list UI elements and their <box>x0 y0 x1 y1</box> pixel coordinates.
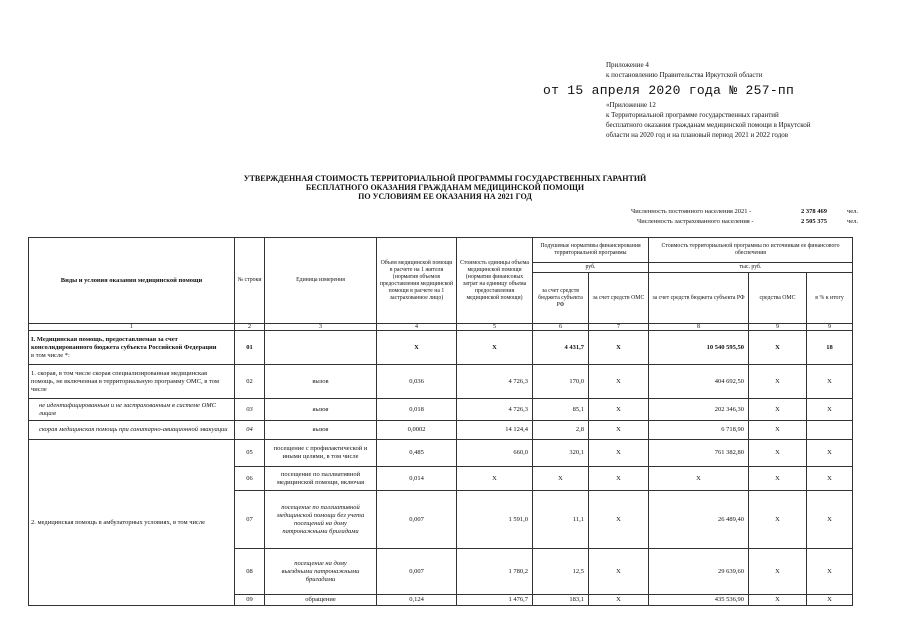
col-number: 5 <box>457 324 533 331</box>
row-cost-oms: X <box>749 595 807 606</box>
row-cost-percent: X <box>807 365 853 399</box>
table-row <box>29 440 853 467</box>
header-program-cost-group: Стоимость территориальной программы по источникам ее финансового обеспечения <box>649 238 853 263</box>
row-per-capita-oms: X <box>589 491 649 549</box>
row-cost-oms: X <box>749 365 807 399</box>
appendix-line-4: к Территориальной программе государственных гарантий <box>606 111 779 119</box>
row-unit: вызов <box>265 421 377 440</box>
population-permanent-unit: чел. <box>847 208 859 215</box>
col-number: 6 <box>533 324 589 331</box>
col-number: 4 <box>377 324 457 331</box>
row-per-capita-oms: X <box>589 421 649 440</box>
row-name-text: I. Медицинская помощь, предоставляемая за счет консолидированного бюджета субъекта Российской Федерации <box>31 335 217 351</box>
row-cost-budget: 761 382,80 <box>649 440 749 467</box>
row-cost-percent: 18 <box>807 331 853 365</box>
row-cost-budget: 26 489,40 <box>649 491 749 549</box>
row-number: 02 <box>235 365 265 399</box>
row-per-capita-budget: 85,1 <box>533 399 589 421</box>
row-per-capita-budget: 320,1 <box>533 440 589 467</box>
row-per-capita-budget: X <box>533 467 589 491</box>
row-number: 04 <box>235 421 265 440</box>
row-cost-percent: X <box>807 491 853 549</box>
row-unit: вызов <box>265 399 377 421</box>
row-cost-budget: 435 536,90 <box>649 595 749 606</box>
row-number: 08 <box>235 549 265 595</box>
row-cost-oms: X <box>749 467 807 491</box>
column-numbers-row <box>29 324 853 331</box>
row-cost-oms: X <box>749 440 807 467</box>
table-row <box>29 421 853 440</box>
col-number: 2 <box>235 324 265 331</box>
row-unit-cost: 4 726,3 <box>457 365 533 399</box>
row-cost-oms: X <box>749 399 807 421</box>
row-unit: посещение по паллиативной медицинской помощи, включая <box>265 467 377 491</box>
row-unit-cost: X <box>457 331 533 365</box>
title-line-1: УТВЕРЖДЕННАЯ СТОИМОСТЬ ТЕРРИТОРИАЛЬНОЙ ПРОГРАММЫ ГОСУДАРСТВЕННЫХ ГАРАНТИЙ <box>243 174 647 183</box>
row-volume: 0,007 <box>377 549 457 595</box>
row-number: 01 <box>235 331 265 365</box>
ambulatory-label: 2. медицинская помощь в амбулаторных условиях, в том числе <box>29 440 235 606</box>
row-volume: 0,007 <box>377 491 457 549</box>
row-number: 03 <box>235 399 265 421</box>
header-unit: Единица измерения <box>265 238 377 324</box>
header-per-capita-budget: за счет средств бюджета субъекта РФ <box>533 273 589 324</box>
population-insured-value: 2 505 375 <box>801 218 827 225</box>
row-per-capita-oms: X <box>589 365 649 399</box>
col-number: 9 <box>807 324 853 331</box>
row-name <box>29 331 235 365</box>
col-number: 8 <box>649 324 749 331</box>
row-cost-budget: 6 718,90 <box>649 421 749 440</box>
decree-date: от 15 апреля 2020 года № 257-пп <box>543 83 795 98</box>
header-kind: Виды и условия оказания медицинской помощи <box>29 238 235 324</box>
row-number: 09 <box>235 595 265 606</box>
appendix-line-5: бесплатного оказания гражданам медицинской помощи в Иркутской <box>606 121 811 129</box>
row-cost-percent: X <box>807 549 853 595</box>
row-unit-cost: 1 780,2 <box>457 549 533 595</box>
row-number: 05 <box>235 440 265 467</box>
col-number: 7 <box>589 324 649 331</box>
row-number: 07 <box>235 491 265 549</box>
row-cost-budget: 202 346,30 <box>649 399 749 421</box>
header-cost-percent: в % к итогу <box>807 273 853 324</box>
row-unit: посещение на дому выездными патронажными бригадами <box>265 549 377 595</box>
header-cost-budget: за счет средств бюджета субъекта РФ <box>649 273 749 324</box>
row-cost-budget: 29 639,60 <box>649 549 749 595</box>
row-cost-budget: X <box>649 467 749 491</box>
row-unit: обращение <box>265 595 377 606</box>
row-cost-oms: X <box>749 331 807 365</box>
row-volume: 0,124 <box>377 595 457 606</box>
row-volume: 0,014 <box>377 467 457 491</box>
title-line-2: БЕСПЛАТНОГО ОКАЗАНИЯ ГРАЖДАНАМ МЕДИЦИНСКОЙ ПОМОЩИ <box>305 183 585 192</box>
row-unit: вызов <box>265 365 377 399</box>
header-program-cost-unit: тыс. руб. <box>649 263 853 273</box>
row-volume: X <box>377 331 457 365</box>
appendix-line-2: к постановлению Правительства Иркутской области <box>606 71 763 79</box>
row-cost-percent: X <box>807 399 853 421</box>
row-cost-oms: X <box>749 421 807 440</box>
population-insured-label: Численность застрахованного населения - <box>637 218 754 225</box>
row-cost-budget: 404 692,50 <box>649 365 749 399</box>
table-row <box>29 331 853 365</box>
population-permanent-label: Численность постоянного населения 2021 - <box>631 208 752 215</box>
population-permanent-value: 2 378 469 <box>801 208 827 215</box>
row-cost-percent <box>807 421 853 440</box>
row-per-capita-oms: X <box>589 399 649 421</box>
row-per-capita-budget: 170,0 <box>533 365 589 399</box>
table-row <box>29 365 853 399</box>
population-insured-unit: чел. <box>847 218 859 225</box>
document-title <box>150 174 740 201</box>
row-unit: посещение с профилактической и иными целями, в том числе <box>265 440 377 467</box>
row-unit-cost: 14 124,4 <box>457 421 533 440</box>
header-per-capita-unit: руб. <box>533 263 649 273</box>
row-number: 06 <box>235 467 265 491</box>
row-unit-cost: 1 591,0 <box>457 491 533 549</box>
row-per-capita-oms: X <box>589 595 649 606</box>
appendix-line-3: «Приложение 12 <box>606 101 656 109</box>
header-unit-cost: Стоимость единицы объема медицинской помощи (норматив финансовых затрат на единицу объема предоставления медицинской помощи) <box>457 238 533 324</box>
row-per-capita-oms: X <box>589 467 649 491</box>
col-number: 9 <box>749 324 807 331</box>
row-cost-oms: X <box>749 491 807 549</box>
row-per-capita-budget: 11,1 <box>533 491 589 549</box>
row-unit-cost: 1 476,7 <box>457 595 533 606</box>
cost-table <box>28 237 853 606</box>
row-per-capita-budget: 4 431,7 <box>533 331 589 365</box>
row-cost-percent: X <box>807 595 853 606</box>
header-row-number: № строки <box>235 238 265 324</box>
header-per-capita-oms: за счет средств ОМС <box>589 273 649 324</box>
header-per-capita-group: Подушевые нормативы финансирования территориальной программы <box>533 238 649 263</box>
row-unit-cost: 660,0 <box>457 440 533 467</box>
appendix-line-1: Приложение 4 <box>606 61 649 69</box>
row-per-capita-oms: X <box>589 440 649 467</box>
row-cost-percent: X <box>807 467 853 491</box>
col-number: 3 <box>265 324 377 331</box>
header-volume: Объем медицинской помощи в расчете на 1 жителя (норматив объемов предоставления медицинской помощи в расчете на 1 застрахованное лицо) <box>377 238 457 324</box>
row-unit: посещение по паллиативной медицинской помощи без учета посещений на дому патронажными бригадами <box>265 491 377 549</box>
row-unit-cost: X <box>457 467 533 491</box>
row-name: 1. скорая, в том числе скорая специализированная медицинская помощь, не включенная в территориальную программу ОМС, в том числе <box>29 365 235 399</box>
row-volume: 0,485 <box>377 440 457 467</box>
row-name-sub: в том числе *: <box>31 351 70 359</box>
row-cost-oms: X <box>749 549 807 595</box>
row-per-capita-oms: X <box>589 549 649 595</box>
title-line-3: ПО УСЛОВИЯМ ЕЕ ОКАЗАНИЯ НА 2021 ГОД <box>358 192 532 201</box>
col-number: 1 <box>29 324 235 331</box>
row-volume: 0,018 <box>377 399 457 421</box>
row-name: не идентифицированным и не застрахованным в системе ОМС лицам <box>29 399 235 421</box>
row-name: скорая медицинская помощь при санитарно-авиационной эвакуации <box>29 421 235 440</box>
appendix-line-6: области на 2020 год и на плановый период 2021 и 2022 годов <box>606 131 789 139</box>
row-per-capita-oms: X <box>589 331 649 365</box>
row-volume: 0,0002 <box>377 421 457 440</box>
row-cost-percent: X <box>807 440 853 467</box>
row-per-capita-budget: 183,1 <box>533 595 589 606</box>
row-cost-budget: 10 540 595,50 <box>649 331 749 365</box>
row-unit-cost: 4 726,3 <box>457 399 533 421</box>
row-per-capita-budget: 2,8 <box>533 421 589 440</box>
header-cost-oms: средства ОМС <box>749 273 807 324</box>
table-row <box>29 399 853 421</box>
row-unit <box>265 331 377 365</box>
row-volume: 0,036 <box>377 365 457 399</box>
row-per-capita-budget: 12,5 <box>533 549 589 595</box>
